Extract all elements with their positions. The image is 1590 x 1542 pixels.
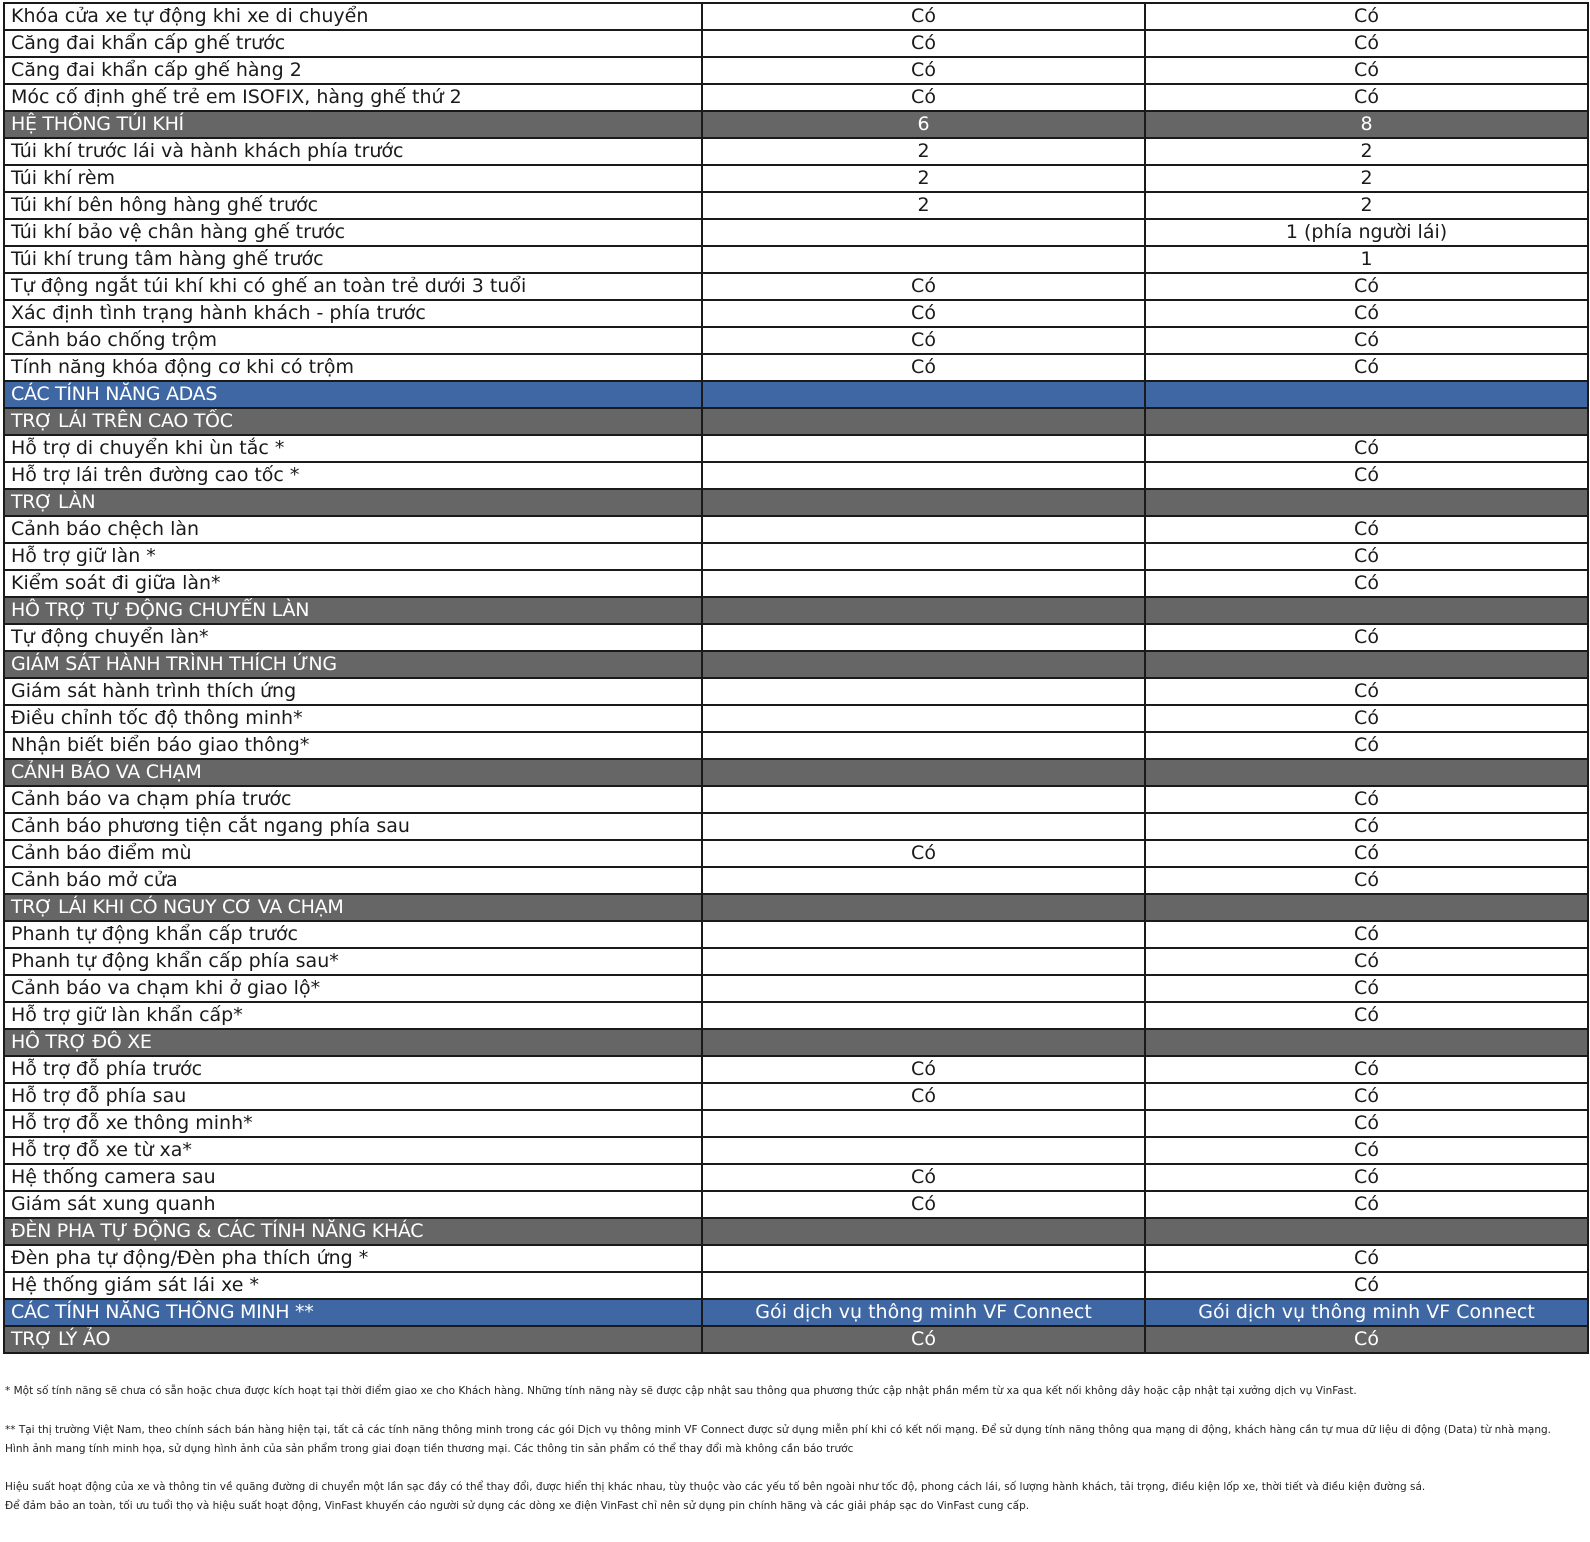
variant-2-cell: Có bbox=[1145, 840, 1588, 867]
variant-1-cell: Có bbox=[702, 273, 1145, 300]
spec-table-body bbox=[4, 3, 1588, 1353]
feature-cell: CẢNH BÁO VA CHẠM bbox=[4, 759, 702, 786]
table-row bbox=[4, 705, 1588, 732]
variant-1-cell bbox=[702, 867, 1145, 894]
variant-1-cell bbox=[702, 894, 1145, 921]
table-row bbox=[4, 786, 1588, 813]
feature-cell: Móc cố định ghế trẻ em ISOFIX, hàng ghế thứ 2 bbox=[4, 84, 702, 111]
table-row bbox=[4, 246, 1588, 273]
variant-1-cell bbox=[702, 975, 1145, 1002]
table-row bbox=[4, 435, 1588, 462]
variant-1-cell bbox=[702, 705, 1145, 732]
feature-cell: Túi khí bên hông hàng ghế trước bbox=[4, 192, 702, 219]
table-row bbox=[4, 1083, 1588, 1110]
variant-1-cell: Có bbox=[702, 1083, 1145, 1110]
variant-1-cell: 2 bbox=[702, 138, 1145, 165]
feature-cell: Hỗ trợ đỗ phía sau bbox=[4, 1083, 702, 1110]
feature-cell: HỆ THỐNG TÚI KHÍ bbox=[4, 111, 702, 138]
feature-cell: Hệ thống camera sau bbox=[4, 1164, 702, 1191]
feature-cell: Căng đai khẩn cấp ghế trước bbox=[4, 30, 702, 57]
footnote-2: ** Tại thị trường Việt Nam, theo chính sách bán hàng hiện tại, tất cả các tính năng thông minh trong các gói Dịch vụ thông minh VF Connect được sử dụng miễn phí khi có kết nối mạng. Để sử dụng tính năng thông qua mạng di động, khách hàng cần tự mua dữ liệu di động (Data) từ nhà mạng. bbox=[5, 1424, 1552, 1436]
table-row bbox=[4, 813, 1588, 840]
feature-cell: Điều chỉnh tốc độ thông minh* bbox=[4, 705, 702, 732]
section-header-row bbox=[4, 408, 1588, 435]
table-row bbox=[4, 732, 1588, 759]
feature-cell: Túi khí bảo vệ chân hàng ghế trước bbox=[4, 219, 702, 246]
variant-2-cell: Có bbox=[1145, 1191, 1588, 1218]
variant-1-cell bbox=[702, 570, 1145, 597]
table-row bbox=[4, 84, 1588, 111]
spec-table bbox=[3, 2, 1589, 1354]
section-header-row bbox=[4, 759, 1588, 786]
variant-1-cell: Có bbox=[702, 1326, 1145, 1353]
table-row bbox=[4, 300, 1588, 327]
variant-2-cell: Có bbox=[1145, 1272, 1588, 1299]
variant-2-cell bbox=[1145, 381, 1588, 408]
variant-2-cell: Có bbox=[1145, 354, 1588, 381]
section-header-row bbox=[4, 111, 1588, 138]
table-row bbox=[4, 462, 1588, 489]
variant-2-cell: Có bbox=[1145, 57, 1588, 84]
variant-2-cell: Có bbox=[1145, 30, 1588, 57]
table-row bbox=[4, 867, 1588, 894]
feature-cell: ĐÈN PHA TỰ ĐỘNG & CÁC TÍNH NĂNG KHÁC bbox=[4, 1218, 702, 1245]
variant-2-cell: Có bbox=[1145, 543, 1588, 570]
footnote-3: Hình ảnh mang tính minh họa, sử dụng hình ảnh của sản phẩm trong giai đoạn tiền thương mại. Các thông tin sản phẩm có thể thay đổi mà không cần báo trước bbox=[5, 1443, 854, 1455]
variant-2-cell: Có bbox=[1145, 3, 1588, 30]
variant-2-cell bbox=[1145, 489, 1588, 516]
table-row bbox=[4, 840, 1588, 867]
variant-2-cell: Có bbox=[1145, 327, 1588, 354]
table-row bbox=[4, 975, 1588, 1002]
variant-2-cell: 8 bbox=[1145, 111, 1588, 138]
variant-1-cell: Có bbox=[702, 300, 1145, 327]
feature-cell: GIÁM SÁT HÀNH TRÌNH THÍCH ỨNG bbox=[4, 651, 702, 678]
variant-1-cell bbox=[702, 759, 1145, 786]
feature-cell: Nhận biết biển báo giao thông* bbox=[4, 732, 702, 759]
variant-1-cell: Có bbox=[702, 1164, 1145, 1191]
variant-2-cell: Có bbox=[1145, 1110, 1588, 1137]
variant-1-cell bbox=[702, 1218, 1145, 1245]
table-row bbox=[4, 30, 1588, 57]
section-header-row bbox=[4, 651, 1588, 678]
variant-1-cell bbox=[702, 1002, 1145, 1029]
feature-cell: Giám sát hành trình thích ứng bbox=[4, 678, 702, 705]
variant-1-cell bbox=[702, 408, 1145, 435]
feature-cell: Cảnh báo điểm mù bbox=[4, 840, 702, 867]
table-row bbox=[4, 1272, 1588, 1299]
variant-2-cell: Có bbox=[1145, 624, 1588, 651]
footnote-4: Hiệu suất hoạt động của xe và thông tin về quãng đường di chuyển một lần sạc đầy có thể thay đổi, được hiển thị khác nhau, tùy thuộc vào các yếu tố bên ngoài như tốc độ, phong cách lái, số lượng hành khách, tải trọng, điều kiện lốp xe, thời tiết và điều kiện đường sá. bbox=[5, 1481, 1426, 1493]
variant-1-cell bbox=[702, 921, 1145, 948]
variant-1-cell: Có bbox=[702, 57, 1145, 84]
feature-cell: Tự động ngắt túi khí khi có ghế an toàn trẻ dưới 3 tuổi bbox=[4, 273, 702, 300]
table-row bbox=[4, 1245, 1588, 1272]
variant-2-cell: Có bbox=[1145, 1164, 1588, 1191]
feature-cell: Túi khí trung tâm hàng ghế trước bbox=[4, 246, 702, 273]
table-row bbox=[4, 570, 1588, 597]
variant-2-cell bbox=[1145, 1218, 1588, 1245]
table-row bbox=[4, 1110, 1588, 1137]
variant-1-cell bbox=[702, 948, 1145, 975]
variant-1-cell bbox=[702, 732, 1145, 759]
variant-2-cell: 1 (phía người lái) bbox=[1145, 219, 1588, 246]
feature-cell: Cảnh báo phương tiện cắt ngang phía sau bbox=[4, 813, 702, 840]
section-header-row bbox=[4, 1218, 1588, 1245]
section-header-row bbox=[4, 1299, 1588, 1326]
variant-1-cell bbox=[702, 624, 1145, 651]
variant-1-cell bbox=[702, 543, 1145, 570]
feature-cell: Căng đai khẩn cấp ghế hàng 2 bbox=[4, 57, 702, 84]
table-row bbox=[4, 624, 1588, 651]
variant-2-cell: Có bbox=[1145, 732, 1588, 759]
feature-cell: Túi khí rèm bbox=[4, 165, 702, 192]
section-header-row bbox=[4, 597, 1588, 624]
table-row bbox=[4, 192, 1588, 219]
variant-1-cell: Có bbox=[702, 354, 1145, 381]
table-row bbox=[4, 921, 1588, 948]
table-row bbox=[4, 165, 1588, 192]
table-row bbox=[4, 543, 1588, 570]
feature-cell: Hỗ trợ đỗ xe thông minh* bbox=[4, 1110, 702, 1137]
feature-cell: Cảnh báo chống trộm bbox=[4, 327, 702, 354]
variant-1-cell bbox=[702, 813, 1145, 840]
variant-2-cell bbox=[1145, 894, 1588, 921]
table-row bbox=[4, 1137, 1588, 1164]
feature-cell: Hỗ trợ giữ làn * bbox=[4, 543, 702, 570]
variant-1-cell bbox=[702, 1272, 1145, 1299]
variant-1-cell bbox=[702, 597, 1145, 624]
feature-cell: Hỗ trợ di chuyển khi ùn tắc * bbox=[4, 435, 702, 462]
table-row bbox=[4, 138, 1588, 165]
variant-1-cell: Có bbox=[702, 1056, 1145, 1083]
variant-2-cell: Có bbox=[1145, 1245, 1588, 1272]
feature-cell: Hỗ trợ đỗ xe từ xa* bbox=[4, 1137, 702, 1164]
variant-1-cell: 2 bbox=[702, 165, 1145, 192]
variant-1-cell: Có bbox=[702, 30, 1145, 57]
feature-cell: TRỢ LÁI TRÊN CAO TỐC bbox=[4, 408, 702, 435]
table-row bbox=[4, 1002, 1588, 1029]
variant-1-cell bbox=[702, 381, 1145, 408]
variant-2-cell bbox=[1145, 408, 1588, 435]
variant-1-cell: Có bbox=[702, 3, 1145, 30]
variant-2-cell bbox=[1145, 651, 1588, 678]
feature-cell: Hỗ trợ lái trên đường cao tốc * bbox=[4, 462, 702, 489]
table-row bbox=[4, 516, 1588, 543]
table-row bbox=[4, 1191, 1588, 1218]
variant-2-cell: Có bbox=[1145, 813, 1588, 840]
feature-cell: TRỢ LÀN bbox=[4, 489, 702, 516]
variant-2-cell: 2 bbox=[1145, 165, 1588, 192]
variant-2-cell: Có bbox=[1145, 1083, 1588, 1110]
variant-2-cell: Có bbox=[1145, 975, 1588, 1002]
table-row bbox=[4, 1056, 1588, 1083]
feature-cell: Cảnh báo mở cửa bbox=[4, 867, 702, 894]
variant-2-cell: Có bbox=[1145, 705, 1588, 732]
variant-2-cell: Có bbox=[1145, 1056, 1588, 1083]
variant-1-cell: Có bbox=[702, 840, 1145, 867]
variant-2-cell: Có bbox=[1145, 921, 1588, 948]
feature-cell: Phanh tự động khẩn cấp phía sau* bbox=[4, 948, 702, 975]
feature-cell: Khóa cửa xe tự động khi xe di chuyển bbox=[4, 3, 702, 30]
section-header-row bbox=[4, 489, 1588, 516]
variant-1-cell bbox=[702, 1029, 1145, 1056]
feature-cell: Kiểm soát đi giữa làn* bbox=[4, 570, 702, 597]
feature-cell: Đèn pha tự động/Đèn pha thích ứng * bbox=[4, 1245, 702, 1272]
feature-cell: Hỗ trợ giữ làn khẩn cấp* bbox=[4, 1002, 702, 1029]
variant-2-cell: Có bbox=[1145, 678, 1588, 705]
variant-2-cell: Có bbox=[1145, 273, 1588, 300]
feature-cell: Xác định tình trạng hành khách - phía trước bbox=[4, 300, 702, 327]
feature-cell: Cảnh báo chệch làn bbox=[4, 516, 702, 543]
variant-1-cell bbox=[702, 786, 1145, 813]
variant-1-cell bbox=[702, 1110, 1145, 1137]
variant-1-cell: Có bbox=[702, 1191, 1145, 1218]
variant-1-cell: 6 bbox=[702, 111, 1145, 138]
variant-1-cell bbox=[702, 462, 1145, 489]
section-header-row bbox=[4, 1326, 1588, 1353]
feature-cell: Phanh tự động khẩn cấp trước bbox=[4, 921, 702, 948]
variant-2-cell: Có bbox=[1145, 1137, 1588, 1164]
variant-2-cell bbox=[1145, 597, 1588, 624]
variant-2-cell: Gói dịch vụ thông minh VF Connect bbox=[1145, 1299, 1588, 1326]
table-row bbox=[4, 948, 1588, 975]
variant-1-cell bbox=[702, 1245, 1145, 1272]
variant-2-cell: Có bbox=[1145, 867, 1588, 894]
variant-2-cell: 2 bbox=[1145, 192, 1588, 219]
table-row bbox=[4, 219, 1588, 246]
variant-1-cell bbox=[702, 516, 1145, 543]
feature-cell: Hỗ trợ đỗ phía trước bbox=[4, 1056, 702, 1083]
variant-2-cell: Có bbox=[1145, 786, 1588, 813]
variant-2-cell: Có bbox=[1145, 435, 1588, 462]
feature-cell: Túi khí trước lái và hành khách phía trước bbox=[4, 138, 702, 165]
variant-1-cell bbox=[702, 246, 1145, 273]
variant-2-cell: Có bbox=[1145, 1326, 1588, 1353]
feature-cell: Tính năng khóa động cơ khi có trộm bbox=[4, 354, 702, 381]
feature-cell: Tự động chuyển làn* bbox=[4, 624, 702, 651]
variant-2-cell bbox=[1145, 759, 1588, 786]
variant-1-cell bbox=[702, 219, 1145, 246]
feature-cell: TRỢ LÁI KHI CÓ NGUY CƠ VA CHẠM bbox=[4, 894, 702, 921]
variant-1-cell: Gói dịch vụ thông minh VF Connect bbox=[702, 1299, 1145, 1326]
variant-2-cell: Có bbox=[1145, 570, 1588, 597]
table-row bbox=[4, 678, 1588, 705]
variant-2-cell: 1 bbox=[1145, 246, 1588, 273]
table-row bbox=[4, 3, 1588, 30]
variant-2-cell: Có bbox=[1145, 462, 1588, 489]
variant-1-cell: Có bbox=[702, 327, 1145, 354]
table-row bbox=[4, 57, 1588, 84]
feature-cell: CÁC TÍNH NĂNG THÔNG MINH ** bbox=[4, 1299, 702, 1326]
variant-2-cell: Có bbox=[1145, 84, 1588, 111]
variant-1-cell bbox=[702, 489, 1145, 516]
variant-1-cell: 2 bbox=[702, 192, 1145, 219]
variant-2-cell: Có bbox=[1145, 948, 1588, 975]
section-header-row bbox=[4, 1029, 1588, 1056]
table-row bbox=[4, 327, 1588, 354]
variant-2-cell: Có bbox=[1145, 300, 1588, 327]
variant-2-cell bbox=[1145, 1029, 1588, 1056]
variant-1-cell bbox=[702, 678, 1145, 705]
variant-2-cell: 2 bbox=[1145, 138, 1588, 165]
table-row bbox=[4, 1164, 1588, 1191]
variant-1-cell bbox=[702, 651, 1145, 678]
section-header-row bbox=[4, 894, 1588, 921]
feature-cell: HỖ TRỢ TỰ ĐỘNG CHUYỂN LÀN bbox=[4, 597, 702, 624]
section-header-row bbox=[4, 381, 1588, 408]
feature-cell: Giám sát xung quanh bbox=[4, 1191, 702, 1218]
table-row bbox=[4, 273, 1588, 300]
footnote-1: * Một số tính năng sẽ chưa có sẵn hoặc chưa được kích hoạt tại thời điểm giao xe cho Khách hàng. Những tính năng này sẽ được cập nhật sau thông qua phương thức cập nhật phần mềm từ xa qua kết nối không dây hoặc cập nhật tại xưởng dịch vụ VinFast. bbox=[5, 1385, 1357, 1397]
variant-1-cell bbox=[702, 435, 1145, 462]
feature-cell: HỖ TRỢ ĐỖ XE bbox=[4, 1029, 702, 1056]
variant-1-cell bbox=[702, 1137, 1145, 1164]
variant-2-cell: Có bbox=[1145, 516, 1588, 543]
feature-cell: TRỢ LÝ ẢO bbox=[4, 1326, 702, 1353]
feature-cell: CÁC TÍNH NĂNG ADAS bbox=[4, 381, 702, 408]
feature-cell: Cảnh báo va chạm khi ở giao lộ* bbox=[4, 975, 702, 1002]
footnote-5: Để đảm bảo an toàn, tối ưu tuổi thọ và hiệu suất hoạt động, VinFast khuyến cáo người sử dụng các dòng xe điện VinFast chỉ nên sử dụng pin chính hãng và các giải pháp sạc do VinFast cung cấp. bbox=[5, 1500, 1030, 1512]
variant-1-cell: Có bbox=[702, 84, 1145, 111]
feature-cell: Cảnh báo va chạm phía trước bbox=[4, 786, 702, 813]
variant-2-cell: Có bbox=[1145, 1002, 1588, 1029]
table-row bbox=[4, 354, 1588, 381]
feature-cell: Hệ thống giám sát lái xe * bbox=[4, 1272, 702, 1299]
